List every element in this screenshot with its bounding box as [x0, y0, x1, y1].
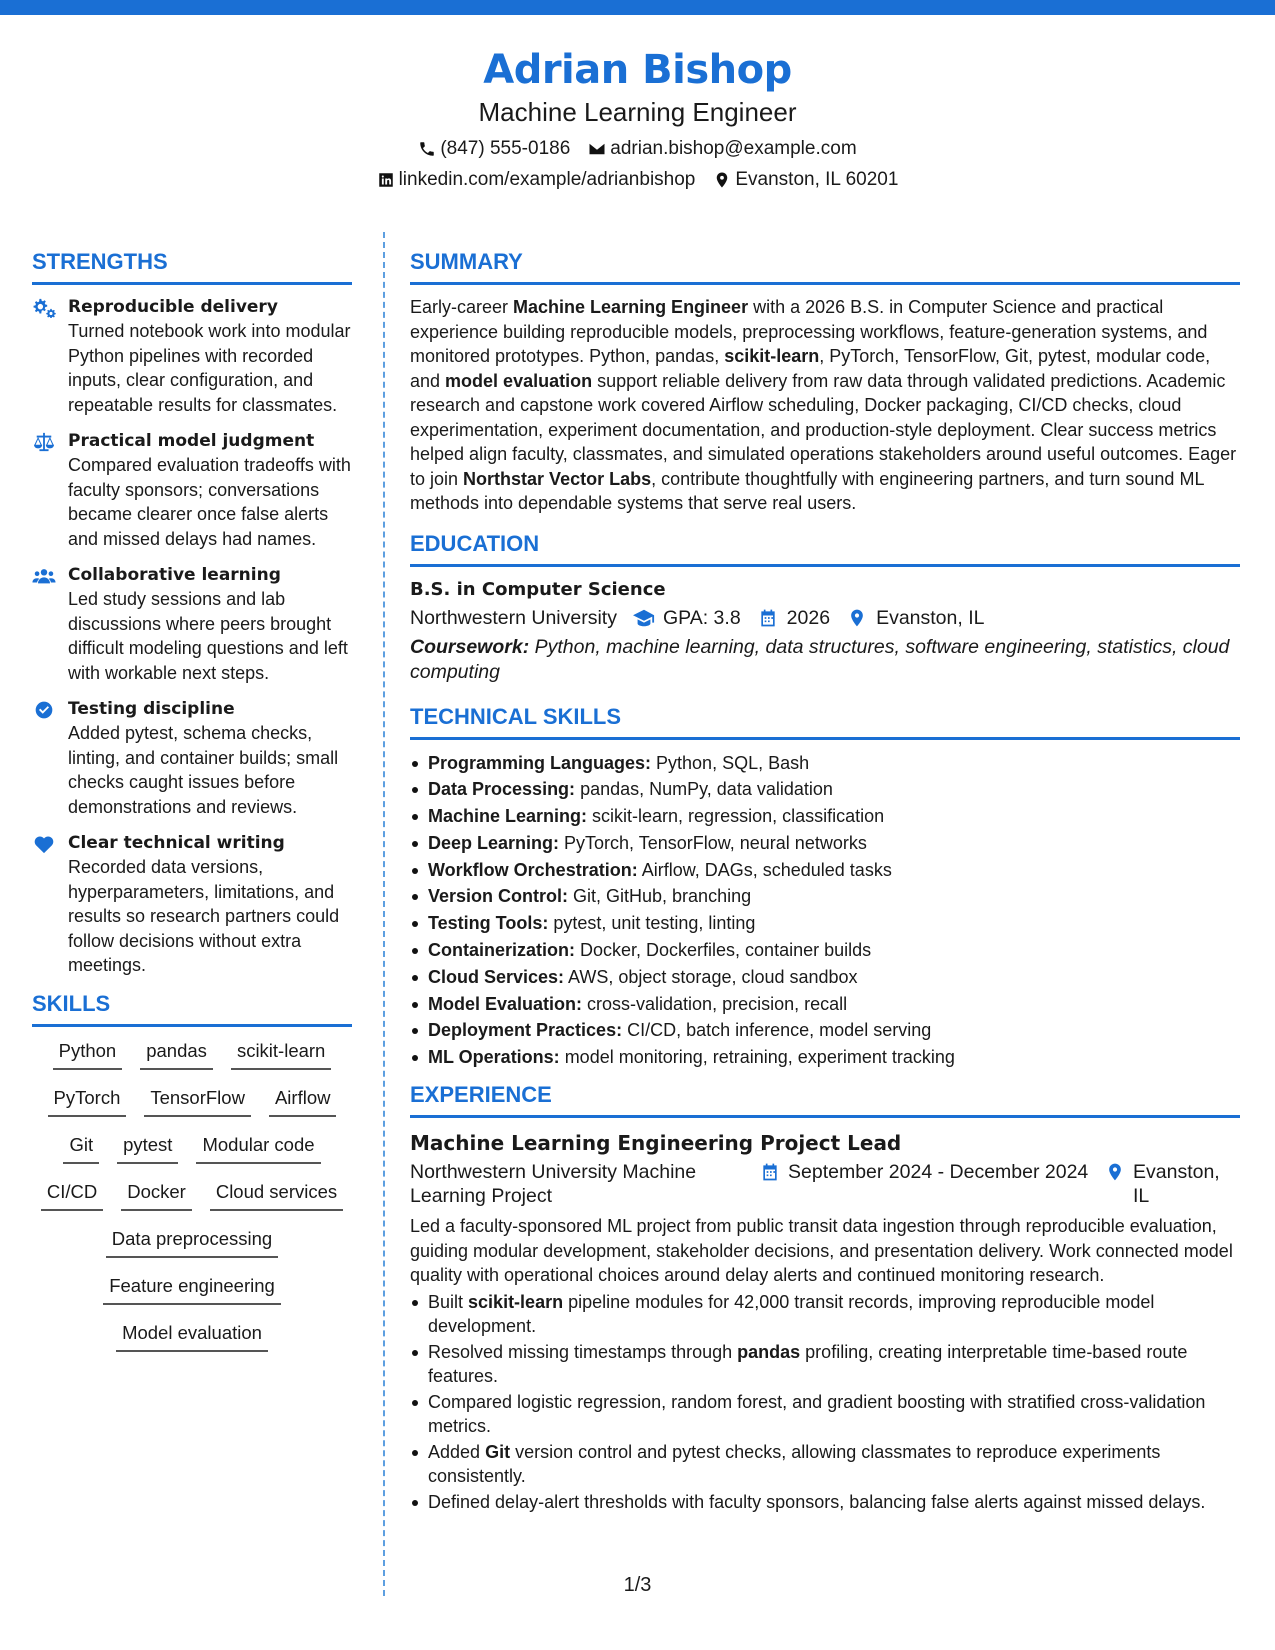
coursework — [410, 635, 1240, 685]
strength-text: Added pytest, schema checks, linting, and container builds; small checks caught issues before demonstrations and reviews. — [68, 723, 339, 817]
strength-item — [32, 697, 352, 819]
strength-title: Practical model judgment — [68, 431, 315, 451]
linkedin-icon — [377, 171, 395, 189]
technical-skill-item — [410, 803, 1240, 830]
technical-skill-item — [410, 750, 1240, 777]
technical-skill-item — [410, 964, 1240, 991]
right-column — [410, 248, 1240, 1515]
job-location-text: Evanston, IL — [1133, 1161, 1220, 1208]
location-contact — [713, 165, 898, 195]
text-segment: , contribute thoughtfully with engineering partners, and turn sound ML methods into dependable systems that serve real users. — [410, 468, 1204, 513]
strength-item — [32, 429, 352, 551]
job-description: Led a faculty-sponsored ML project from public transit data ingestion through reproducible evaluation, guiding modular development, stakeholder decisions, and presentation delivery. Work connected model quality with operational choices around delay alerts and continued monitoring research. — [410, 1216, 1233, 1286]
skills-list — [32, 1037, 352, 1366]
text-segment: , PyTorch, TensorFlow, Git, pytest, modular code, and — [410, 346, 1211, 391]
strengths-list — [32, 295, 352, 978]
email-text: adrian.bishop@example.com — [610, 138, 857, 159]
bold-text: Machine Learning Engineer — [513, 297, 749, 317]
gears-icon — [32, 295, 58, 417]
skill-category: Containerization: — [428, 940, 575, 961]
text-segment: Built — [428, 1291, 469, 1312]
text-segment: pipeline modules for 42,000 transit records, improving reproducible model development. — [428, 1291, 1155, 1337]
education-school: Northwestern University — [410, 606, 617, 629]
strength-item — [32, 831, 352, 978]
strength-text: Led study sessions and lab discussions where peers brought difficult modeling questions and left with workable next steps. — [68, 589, 348, 683]
bold-text: pandas — [737, 1341, 801, 1362]
text-segment: Resolved missing timestamps through — [428, 1341, 738, 1362]
location-text: Evanston, IL 60201 — [735, 169, 899, 190]
phone-contact — [418, 134, 570, 164]
job-bullet — [410, 1390, 1240, 1439]
users-icon — [32, 563, 58, 685]
job-bullet — [410, 1490, 1240, 1515]
skill-category: Testing Tools: — [428, 913, 549, 934]
strength-body — [68, 563, 352, 685]
education-location — [846, 603, 984, 633]
skill-category: Cloud Services: — [428, 966, 565, 987]
scale-icon — [32, 429, 58, 551]
text-segment: profiling, creating interpretable time-based route features. — [428, 1341, 1188, 1387]
candidate-name: Adrian Bishop — [483, 47, 792, 93]
text-segment: version control and pytest checks, allowing classmates to reproduce experiments consistently. — [428, 1441, 1161, 1487]
linkedin-text: linkedin.com/example/adrianbishop — [398, 169, 696, 190]
job-dates-text: September 2024 - December 2024 — [788, 1161, 1089, 1184]
strength-body — [68, 697, 352, 819]
job-title: Machine Learning Engineering Project Lead — [410, 1131, 902, 1156]
skill-tag: Airflow — [269, 1084, 337, 1117]
skill-tag: pandas — [140, 1037, 213, 1070]
coursework-text: Python, machine learning, data structures, software engineering, statistics, cloud computing — [410, 635, 1230, 683]
year-text: 2026 — [786, 606, 831, 629]
page-number: 1/3 — [623, 1574, 652, 1596]
phone-icon — [418, 140, 436, 158]
strength-title: Clear technical writing — [68, 833, 285, 853]
skill-category: Workflow Orchestration: — [428, 859, 638, 880]
job-dates — [760, 1160, 1105, 1208]
skill-tag: PyTorch — [48, 1084, 127, 1117]
skill-values: AWS, object storage, cloud sandbox — [564, 966, 858, 987]
column-divider — [383, 232, 385, 1596]
job-meta — [410, 1160, 1240, 1208]
email-contact[interactable] — [588, 134, 856, 164]
technical-skills-list — [410, 750, 1240, 1072]
technical-skill-item — [410, 857, 1240, 884]
skill-category: Machine Learning: — [428, 806, 588, 827]
education-degree: B.S. in Computer Science — [410, 578, 666, 600]
technical-skill-item — [410, 830, 1240, 857]
strength-title: Testing discipline — [68, 699, 235, 719]
skill-tag: Data preprocessing — [106, 1225, 278, 1258]
bold-text: Git — [485, 1441, 511, 1462]
strengths-heading: STRENGTHS — [32, 248, 352, 285]
education-year — [757, 603, 830, 633]
text-segment: Compared logistic regression, random forest, and gradient boosting with stratified cross-validation metrics. — [428, 1391, 1206, 1437]
skill-tag: pytest — [117, 1131, 178, 1164]
bold-text: scikit-learn — [468, 1291, 564, 1312]
skill-values: cross-validation, precision, recall — [582, 993, 848, 1014]
skill-tag: Git — [63, 1131, 99, 1164]
strength-title: Collaborative learning — [68, 565, 281, 585]
technical-skill-item — [410, 776, 1240, 803]
strength-text: Turned notebook work into modular Python pipelines with recorded inputs, clear configuration, and repeatable results for classmates. — [68, 321, 351, 415]
job-bullet — [410, 1340, 1240, 1389]
strength-text: Recorded data versions, hyperparameters, limitations, and results so research partners could follow decisions without extra meetings. — [68, 857, 340, 975]
skill-tag: scikit-learn — [231, 1037, 331, 1070]
text-segment: Early-career — [410, 297, 514, 317]
calendar-icon — [760, 1162, 780, 1182]
top-accent-bar — [0, 0, 1275, 15]
skill-tag: Modular code — [196, 1131, 320, 1164]
text-segment: Defined delay-alert thresholds with faculty sponsors, balancing false alerts against missed delays. — [428, 1491, 1206, 1512]
skill-values: Git, GitHub, branching — [568, 886, 752, 907]
resume-header — [0, 44, 1275, 195]
skill-category: Data Processing: — [428, 779, 576, 800]
skill-values: Docker, Dockerfiles, container builds — [575, 940, 872, 961]
skill-category: Programming Languages: — [428, 752, 652, 773]
skill-category: Version Control: — [428, 886, 569, 907]
coursework-label: Coursework: — [410, 635, 530, 658]
contact-row-1 — [0, 134, 1275, 164]
skill-category: Model Evaluation: — [428, 993, 583, 1014]
technical-skills-heading: TECHNICAL SKILLS — [410, 703, 1240, 740]
candidate-title: Machine Learning Engineer — [478, 97, 797, 127]
strength-item — [32, 563, 352, 685]
experience-heading: EXPERIENCE — [410, 1081, 1240, 1118]
skill-values: pandas, NumPy, data validation — [575, 779, 833, 800]
strength-text: Compared evaluation tradeoffs with faculty sponsors; conversations became clearer once false alerts and missed delays had names. — [68, 455, 351, 549]
skill-values: CI/CD, batch inference, model serving — [622, 1020, 932, 1041]
contact-row-2 — [0, 165, 1275, 195]
technical-skill-item — [410, 883, 1240, 910]
strength-body — [68, 295, 352, 417]
education-details — [410, 603, 1240, 633]
text-segment: with a 2026 B.S. in Computer Science and practical experience building reproducible models, preprocessing workflows, feature-generation systems, and monitored prototypes. Python, pandas, — [410, 297, 1208, 366]
skill-category: ML Operations: — [428, 1047, 560, 1068]
skill-category: Deployment Practices: — [428, 1020, 623, 1041]
job-bullet — [410, 1440, 1240, 1489]
skill-tag: Cloud services — [210, 1178, 343, 1211]
bold-text: Northstar Vector Labs — [463, 468, 652, 489]
education-heading: EDUCATION — [410, 530, 1240, 567]
skill-values: PyTorch, TensorFlow, neural networks — [559, 832, 867, 853]
bold-text: scikit-learn — [724, 346, 820, 366]
technical-skill-item — [410, 910, 1240, 937]
phone-text: (847) 555-0186 — [440, 138, 571, 159]
edu-location-text: Evanston, IL — [876, 606, 985, 629]
map-pin-icon — [846, 608, 868, 628]
text-segment: Added — [428, 1441, 486, 1462]
job-bullet — [410, 1290, 1240, 1339]
skill-values: Airflow, DAGs, scheduled tasks — [637, 859, 892, 880]
calendar-icon — [757, 608, 779, 628]
skill-values: model monitoring, retraining, experiment tracking — [559, 1047, 955, 1068]
skill-tag: CI/CD — [41, 1178, 103, 1211]
left-column — [32, 248, 352, 1366]
skill-tag: TensorFlow — [144, 1084, 251, 1117]
skills-heading: SKILLS — [32, 990, 352, 1027]
heart-icon — [32, 831, 58, 978]
skill-tag: Docker — [121, 1178, 192, 1211]
check-circle-icon — [32, 697, 58, 819]
strength-item — [32, 295, 352, 417]
technical-skill-item — [410, 1017, 1240, 1044]
summary-heading: SUMMARY — [410, 248, 1240, 285]
skill-tag: Model evaluation — [116, 1319, 268, 1352]
skill-category: Deep Learning: — [428, 832, 560, 853]
skill-tag: Python — [53, 1037, 123, 1070]
envelope-icon — [588, 140, 606, 158]
job-organization: Northwestern University Machine Learning Project — [410, 1161, 697, 1208]
text-segment: support reliable delivery from raw data through validated predictions. Academic research and capstone work covered Airflow scheduling, Docker packaging, CI/CD checks, cloud experimentation, experiment documentation, and production-style deployment. Clear success metrics helped align faculty, classmates, and simulated operations stakeholders around useful outcomes. Eager to join — [410, 370, 1237, 489]
linkedin-contact[interactable] — [377, 165, 696, 195]
strength-body — [68, 429, 352, 551]
map-pin-icon — [1105, 1162, 1125, 1182]
bold-text: model evaluation — [445, 370, 593, 391]
gpa-text: GPA: 3.8 — [662, 606, 741, 629]
skill-values: Python, SQL, Bash — [651, 752, 810, 773]
map-pin-icon — [713, 171, 731, 189]
graduation-cap-icon — [633, 608, 655, 628]
skill-tag: Feature engineering — [103, 1272, 281, 1305]
strength-title: Reproducible delivery — [68, 297, 278, 317]
skill-values: scikit-learn, regression, classification — [587, 806, 885, 827]
technical-skill-item — [410, 1044, 1240, 1071]
summary-text — [410, 295, 1240, 516]
job-location — [1105, 1160, 1240, 1208]
technical-skill-item — [410, 937, 1240, 964]
strength-body — [68, 831, 352, 978]
technical-skill-item — [410, 991, 1240, 1018]
education-gpa — [633, 603, 741, 633]
job-bullets — [410, 1290, 1240, 1515]
skill-values: pytest, unit testing, linting — [548, 913, 756, 934]
